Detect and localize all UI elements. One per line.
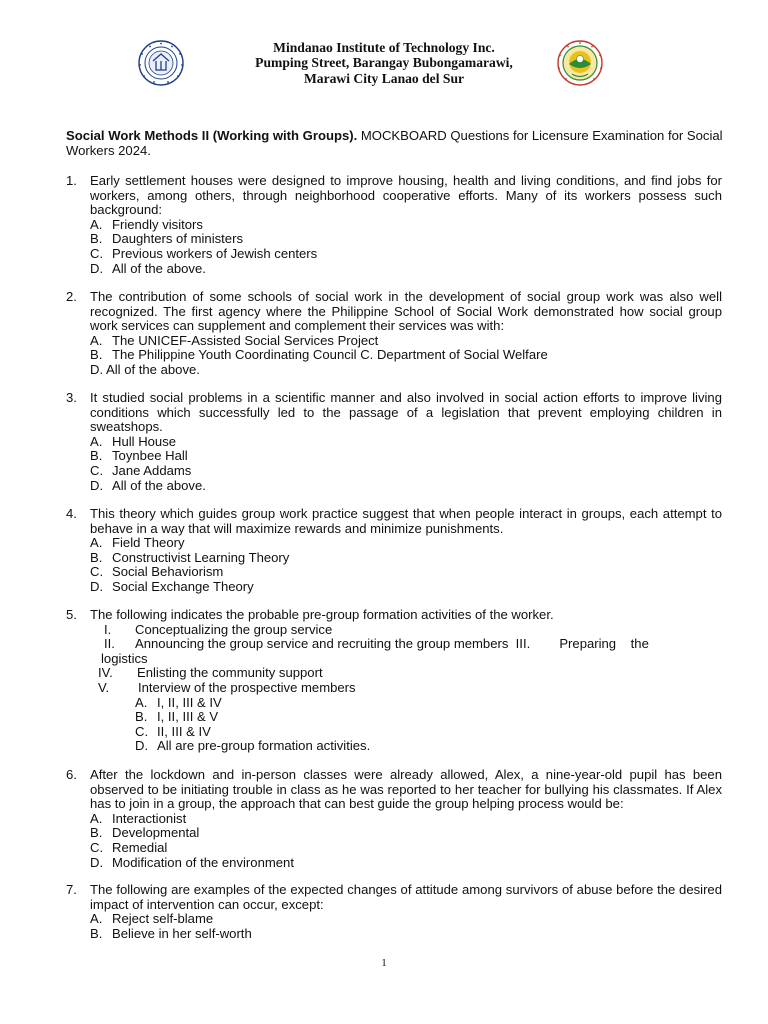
option-c: C. Social Behaviorism xyxy=(90,564,224,580)
question-stem: The contribution of some schools of social work in the development of social group work was also well recognized. The first agency where the Philippine School of Social Work demonstrated how social group work services can supplement and complement their services was with: xyxy=(90,289,722,334)
option-c: C. Previous workers of Jewish centers xyxy=(90,245,318,261)
roman-item-2: II. Announcing the group service and recruiting the group members III. Preparing the xyxy=(104,636,649,652)
question-stem: The following indicates the probable pre-group formation activities of the worker. xyxy=(90,607,554,622)
option-b: B. Constructivist Learning Theory xyxy=(90,549,290,565)
question-stem: It studied social problems in a scientific manner and also involved in social action efforts to improve living conditions which successfully led to the passage of a legislation that prevent employing children in sweatshops. xyxy=(90,390,722,435)
roman-item-2-cont: logistics xyxy=(101,650,148,666)
option-b: B. I, II, III & V xyxy=(135,709,219,725)
option-c: C. II, III & IV xyxy=(135,723,211,739)
question-7 xyxy=(66,883,722,941)
question-1 xyxy=(66,174,722,276)
question-number: 6. xyxy=(66,767,77,782)
question-number: 3. xyxy=(66,390,77,405)
option-a: A. The UNICEF-Assisted Social Services Project xyxy=(90,332,379,348)
question-5 xyxy=(66,608,722,754)
roman-item-1: I. Conceptualizing the group service xyxy=(104,621,333,637)
page-number: 1 xyxy=(381,957,387,969)
option-b: B. The Philippine Youth Coordinating Council C. Department of Social Welfare xyxy=(90,347,548,363)
question-number: 7. xyxy=(66,882,77,897)
option-a: A. Field Theory xyxy=(90,535,185,551)
barmm-seal-logo xyxy=(546,40,614,86)
institution-line-3: Marawi City Lanao del Sur xyxy=(303,70,465,86)
roman-item-5: V. Interview of the prospective members xyxy=(98,679,356,695)
option-d: D. All of the above. xyxy=(90,260,206,276)
option-a: A. Hull House xyxy=(90,433,177,449)
question-stem: This theory which guides group work practice suggest that when people interact in groups, each attempt to behave in a way that will maximize rewards and minimize punishments. xyxy=(90,506,722,536)
option-d: D. All are pre-group formation activities. xyxy=(135,738,371,754)
question-3 xyxy=(66,391,722,493)
roman-item-4: IV. Enlisting the community support xyxy=(98,665,323,681)
letterhead xyxy=(0,40,768,90)
option-d: D. Modification of the environment xyxy=(90,854,294,870)
option-b: B. Believe in her self-worth xyxy=(90,925,252,941)
option-a: A. Reject self-blame xyxy=(90,911,214,927)
question-stem: The following are examples of the expected changes of attitude among survivors of abuse before the desired impact of intervention can occur, except: xyxy=(90,882,722,912)
option-b: B. Toynbee Hall xyxy=(90,448,188,464)
question-2 xyxy=(66,290,722,378)
document-title xyxy=(66,128,726,158)
question-4 xyxy=(66,507,722,595)
course-title: Social Work Methods II (Working with Groups). xyxy=(66,128,358,143)
option-d: D. All of the above. xyxy=(90,477,206,493)
school-seal-logo xyxy=(128,40,194,86)
institution-line-1: Mindanao Institute of Technology Inc. xyxy=(273,40,495,55)
question-stem: Early settlement houses were designed to improve housing, health and living conditions, and find jobs for workers, among others, through neighborhood cooperative efforts. Many of its workers possess such background: xyxy=(90,173,722,218)
institution-name xyxy=(196,40,572,86)
institution-line-2: Pumping Street, Barangay Bubongamarawi, xyxy=(255,55,513,71)
question-stem: After the lockdown and in-person classes were already allowed, Alex, a nine-year-old pupil has been observed to be initiating trouble in class as he was reported to her teacher for bullying his classmates. If Alex has to join in a group, the approach that can best guide the group helping process would be: xyxy=(90,767,722,812)
option-b: B. Daughters of ministers xyxy=(90,231,243,247)
option-a: A. Interactionist xyxy=(90,810,187,826)
option-b: B. Developmental xyxy=(90,825,200,841)
option-c: C. Jane Addams xyxy=(90,462,192,478)
question-number: 5. xyxy=(66,607,77,622)
option-c: C. Remedial xyxy=(90,839,168,855)
question-number: 1. xyxy=(66,173,77,188)
option-a: A. Friendly visitors xyxy=(90,216,203,232)
question-number: 4. xyxy=(66,506,77,521)
option-d: D. All of the above. xyxy=(90,361,200,377)
question-6 xyxy=(66,768,722,870)
exam-title: MOCKBOARD Questions for Licensure Examination for Social Workers 2024. xyxy=(66,128,723,158)
question-number: 2. xyxy=(66,289,77,304)
option-d: D. Social Exchange Theory xyxy=(90,578,254,594)
option-a: A. I, II, III & IV xyxy=(135,694,222,710)
